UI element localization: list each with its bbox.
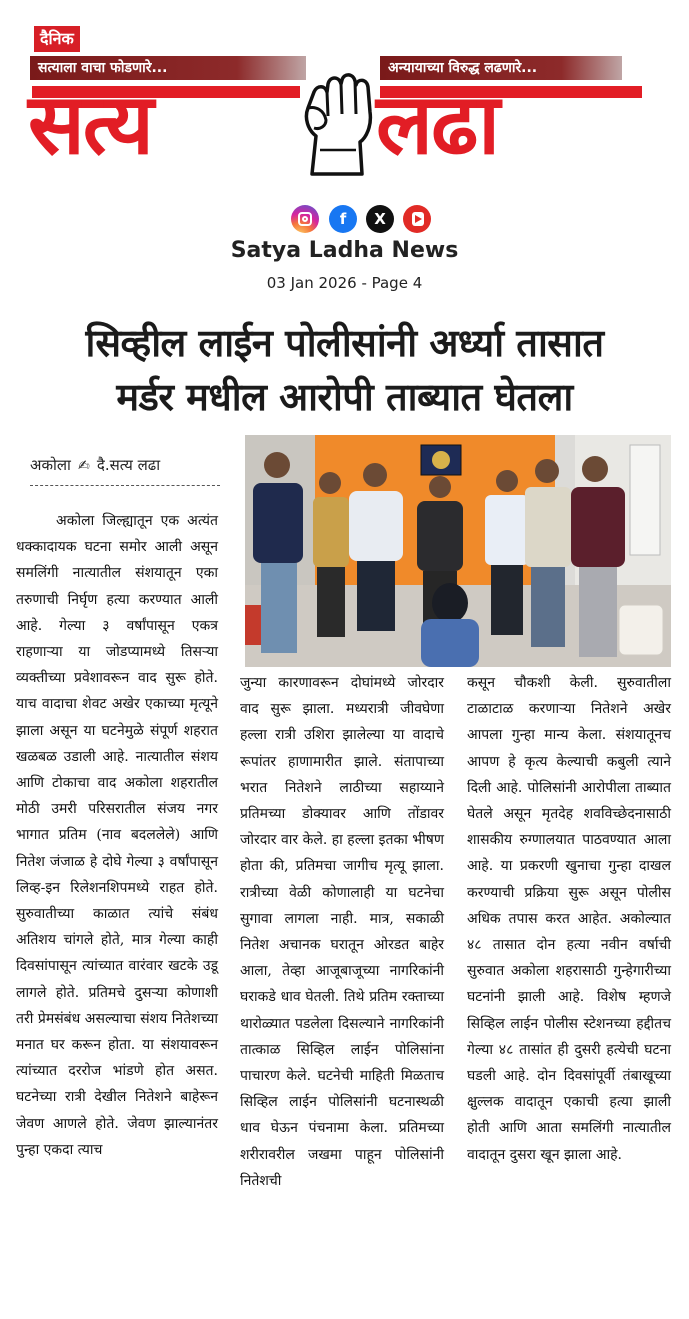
article-column-3: कसून चौकशी केली. सुरुवातीला टाळाटाळ करणाऱ्या नितेशने अखेर आपला गुन्हा मान्य केला. संशयातूनच आपण हे कृत्य केल्याची कबुली त्याने दिली आहे. पोलिसांनी आरोपीला ताब्यात घेतले असून मृतदेह शवविच्छेदनासाठी शासकीय रुग्णालयात पाठवण्यात आला आहे. या प्रकरणी खुनाचा गुन्हा दाखल करण्याची प्रक्रिया सुरू असून पोलीस अधिक तपास करत आहेत. अकोल्यात ४८ तासात दोन हत्या नवीन वर्षाची सुरुवात अकोला शहरासाठी गुन्हेगारीच्या घटनांनी झाली आहे. विशेष म्हणजे सिव्हिल लाईन पोलीस स्टेशनच्या हद्दीतच गेल्या ४८ तासांत ही दुसरी हत्येची घटना घडली आहे. दोन दिवसांपूर्वी तंबाखूच्या क्षुल्लक वादातून एकाची हत्या झाली होती आणि आता समलिंगी नात्यातील वादातून दुसरा खून झाला आहे. — [467, 675, 671, 1163]
daily-badge: दैनिक — [34, 26, 80, 52]
headline-line-2: मर्डर मधील आरोपी ताब्यात घेतला — [116, 375, 573, 419]
brand-name: Satya Ladha News — [230, 238, 459, 263]
instagram-icon[interactable] — [291, 205, 319, 233]
edition-date-page: 03 Jan 2026 - Page 4 — [266, 274, 423, 292]
logo-word-ladha: लढा — [376, 75, 499, 173]
byline-place: अकोला — [30, 456, 71, 474]
pen-icon: ✍ — [78, 458, 90, 474]
facebook-icon[interactable]: f — [329, 205, 357, 233]
headline-line-1: सिव्हील लाईन पोलीसांनी अर्ध्या तासात — [85, 321, 604, 365]
masthead — [0, 0, 689, 200]
byline — [30, 455, 220, 486]
raised-fist-icon — [290, 70, 390, 180]
tagline-right: अन्यायाच्या विरुद्ध लढणारे... — [380, 56, 622, 80]
article-column-1: अकोला जिल्ह्यातून एक अत्यंत धक्कादायक घटना समोर आली असून समलिंगी नात्यातील संशयातून एका तरुणाची निर्घृण हत्या करण्यात आली आहे. गेल्या ३ वर्षांपासून एकत्र राहणाऱ्या या जोडप्यामध्ये तिसऱ्या व्यक्तीच्या प्रवेशावरून वाद सुरू होते. याच वादाचा शेवट अखेर एकाच्या मृत्यूने झाला असून या घटनेमुळे संपूर्ण शहरात खळबळ उडाली आहे. नात्यातील संशय आणि टोकाचा वाद अकोला शहरातील मोठी उमरी परिसरातील संजय नगर भागात प्रतिम (नाव बदललेले) आणि नितेश जंजाळ हे दोघे गेल्या ३ वर्षांपासून लिव्ह-इन रिलेशनशिपमध्ये राहत होते. सुरुवातीच्या काळात त्यांचे संबंध अतिशय चांगले होते, मात्र गेल्या काही दिवसांपासून त्यांच्यात वारंवार खटके उडू लागले होते. प्रतिमचे दुसऱ्या कोणाशी तरी प्रेमसंबंध असल्याचा संशय नितेशच्या मनात घर करून होता. या संशयावरून त्यांच्यात दररोज भांडणे होत असत. घटनेच्या रात्री देखील नितेशने बाहेरून जेवण आणले होते. जेवण झाल्यानंतर पुन्हा एकदा त्याच — [16, 513, 218, 1158]
byline-source: दै.सत्य लढा — [96, 456, 161, 474]
article-column-2: जुन्या कारणावरून दोघांमध्ये जोरदार वाद सुरू झाला. मध्यरात्री जीवघेणा हल्ला रात्री उशिरा झालेल्या या वादाचे रूपांतर हाणामारीत झाले. संतापाच्या भरात नितेशने लाठीच्या सहाय्याने प्रतिमच्या डोक्यावर आणि तोंडावर जोरदार वार केले. हा हल्ला इतका भीषण होता की, प्रतिमचा जागीच मृत्यू झाला. रात्रीच्या वेळी कोणालाही या घटनेचा सुगावा लागला नाही. मात्र, सकाळी नितेश अचानक घरातून ओरडत बाहेर आला, तेव्हा आजूबाजूच्या नागरिकांनी घराकडे धाव घेतली. तिथे प्रतिम रक्ताच्या थारोळ्यात पडलेला दिसल्याने नागरिकांनी तात्काळ सिव्हिल लाईन पोलिसांना पाचारण केले. घटनेची माहिती मिळताच सिव्हिल लाईन पोलिसांनी घटनास्थळी धाव घेऊन पंचनामा केला. प्रतिमच्या शरीरावरील जखमा पाहून पोलिसांनी नितेशची — [240, 675, 444, 1189]
headline — [0, 316, 689, 424]
logo-word-satya: सत्य — [28, 75, 152, 173]
tagline-left: सत्याला वाचा फोडणारे... — [30, 56, 306, 80]
youtube-icon[interactable] — [403, 205, 431, 233]
x-icon[interactable]: X — [366, 205, 394, 233]
social-links — [0, 205, 689, 235]
police-photo — [245, 435, 671, 667]
photo-illustration — [245, 435, 671, 667]
